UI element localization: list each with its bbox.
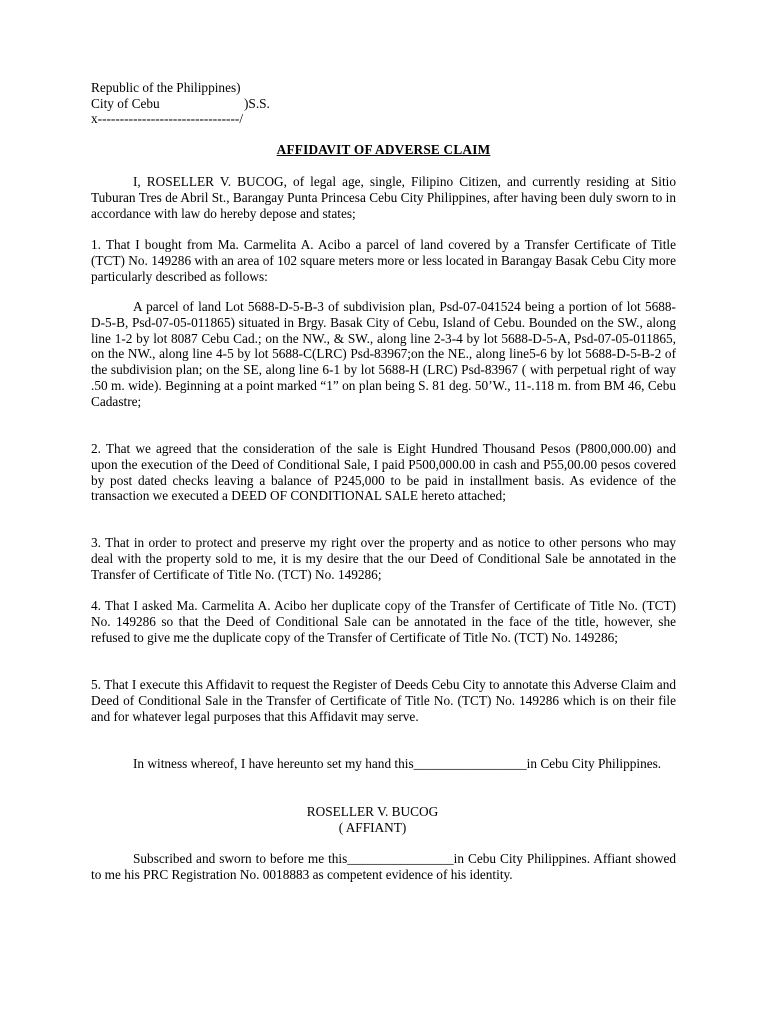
jurat-after: in Cebu City Philippines. Affiant showed to me his PRC Registration No. 0018883 as competent evidence of his identity. [91, 851, 676, 882]
affiant-label: ( AFFIANT) [338, 820, 407, 835]
paragraph-5 [91, 677, 676, 724]
intro-text: I, ROSELLER V. BUCOG, of legal age, single, Filipino Citizen, and currently residing at Sitio Tuburan Tres de Abril St., Barangay Punta Princesa Cebu City Philippines, after having been duly sworn to in accordance with law do hereby depose and states; [91, 174, 676, 221]
paragraph-1 [91, 237, 676, 284]
property-description-text: A parcel of land Lot 5688-D-5-B-3 of subdivision plan, Psd-07-041524 being a portion of lot 5688-D-5-B, Psd-07-05-011865) situated in Brgy. Basak City of Cebu, Island of Cebu. Bounded on the SW., along line 1-2 by lot 8087 Cebu Cad.; on the NW., & SW., along line 2-3-4 by lot 5688-D-5-A, Psd-07-05-011865, on the NW., along line 4-5 by lot 5688-C(LRC) Psd-83967;on the NE., along line5-6 by lot 5688-D-5-B-2 of the subdivision plan; on the SE, along line 6-1 by lot 5688-H (LRC) Psd-83967 ( with perpetual right of way .50 m. wide). Beginning at a point marked “1” on plan being S. 81 deg. 50’W., 11-.118 m. from BM 46, Cebu Cadastre; [91, 299, 676, 409]
witness-before: In witness whereof, I have hereunto set my hand this [133, 756, 414, 771]
jurat-before: Subscribed and sworn to before me this [133, 851, 348, 866]
caption-republic: Republic of the Philippines) [91, 80, 241, 95]
intro-paragraph [91, 174, 676, 221]
document-title: AFFIDAVIT OF ADVERSE CLAIM [276, 142, 491, 157]
affiant-name: ROSELLER V. BUCOG [306, 804, 439, 819]
jurat [91, 851, 676, 883]
date-blank[interactable]: _________________ [413, 756, 527, 771]
witness-text [91, 756, 676, 772]
jurat-text [91, 851, 676, 883]
caption-ss: )S.S. [244, 96, 270, 111]
witness-after: in Cebu City Philippines. [526, 756, 662, 771]
paragraph-4-text: 4. That I asked Ma. Carmelita A. Acibo her duplicate copy of the Transfer of Certificate of Title No. (TCT) No. 149286 so that the Deed of Conditional Sale can be annotated in the face of the title, however, she refused to give me the duplicate copy of the Transfer of Certificate of Title No. (TCT) No. 149286; [91, 598, 676, 645]
paragraph-5-text: 5. That I execute this Affidavit to request the Register of Deeds Cebu City to annotate this Adverse Claim and Deed of Conditional Sale in the Transfer of Certificate of Title No. (TCT) No. 149286 which is on their file and for whatever legal purposes that this Affidavit may serve. [91, 677, 676, 724]
paragraph-4 [91, 598, 676, 645]
witness-clause [91, 756, 676, 772]
property-description [91, 299, 676, 409]
paragraph-3 [91, 535, 676, 582]
caption-city-name: City of Cebu [91, 96, 160, 111]
caption-separator: x--------------------------------/ [91, 111, 244, 126]
paragraph-1-text: 1. That I bought from Ma. Carmelita A. Acibo a parcel of land covered by a Transfer Certificate of Title (TCT) No. 149286 with an area of 102 square meters more or less located in Barangay Basak Cebu City more particularly described as follows: [91, 237, 676, 284]
jurat-date-blank[interactable]: ________________ [347, 851, 454, 866]
paragraph-2 [91, 441, 676, 504]
caption-city [91, 96, 270, 112]
paragraph-2-text: 2. That we agreed that the consideration of the sale is Eight Hundred Thousand Pesos (P800,000.00) and upon the execution of the Deed of Conditional Sale, I paid P500,000.00 in cash and P55,00.00 pesos covered by post dated checks leaving a balance of P245,000 to be paid in installment basis. As evidence of the transaction we executed a DEED OF CONDITIONAL SALE hereto attached; [91, 441, 676, 504]
paragraph-3-text: 3. That in order to protect and preserve my right over the property and as notice to other persons who may deal with the property sold to me, it is my desire that the our Deed of Conditional Sale be annotated in the Transfer of Certificate of Title No. (TCT) No. 149286; [91, 535, 676, 582]
